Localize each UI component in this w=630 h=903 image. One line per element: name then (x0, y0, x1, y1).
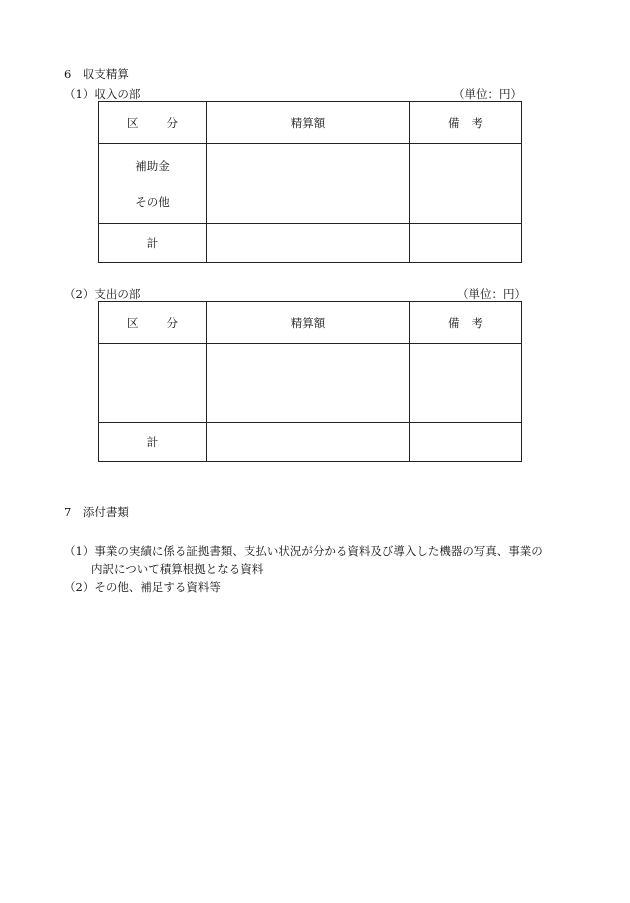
expense-header-amount: 精算額 (207, 302, 410, 344)
header-ku: 区 (127, 115, 139, 130)
attachment-item-1-line2: 内訳について積算根拠となる資料 (91, 562, 264, 576)
expense-remarks-cell[interactable] (410, 344, 522, 423)
income-remarks-cell[interactable] (410, 144, 522, 224)
expense-body-row (99, 344, 522, 423)
income-header-amount: 精算額 (207, 102, 410, 144)
income-header-category (99, 102, 207, 144)
expense-amount-cell[interactable] (207, 344, 410, 423)
income-unit-label: （単位：円） (453, 87, 522, 101)
section-6-title: 6 収支精算 (64, 67, 129, 81)
header-ko: 考 (471, 315, 483, 330)
income-table (98, 101, 522, 263)
header-ko: 考 (471, 115, 483, 130)
income-amount-cell[interactable] (207, 144, 410, 224)
expense-header-category (99, 302, 207, 344)
expense-table (98, 301, 522, 462)
income-total-remarks-cell[interactable] (410, 224, 522, 263)
income-category-cell (99, 144, 207, 224)
expense-header-remarks (410, 302, 522, 344)
income-total-label: 計 (99, 224, 207, 263)
income-total-row (99, 224, 522, 263)
header-ku: 区 (127, 315, 139, 330)
header-bun: 分 (166, 115, 178, 130)
expense-total-row (99, 423, 522, 462)
expense-header-row (99, 302, 522, 344)
income-header-row (99, 102, 522, 144)
header-bun: 分 (166, 315, 178, 330)
expense-total-amount-cell[interactable] (207, 423, 410, 462)
expense-total-label: 計 (99, 423, 207, 462)
income-item-other: その他 (135, 194, 170, 209)
income-total-amount-cell[interactable] (207, 224, 410, 263)
income-item-subsidy: 補助金 (135, 158, 170, 173)
income-subtitle: （1）収入の部 (64, 87, 141, 101)
income-header-remarks (410, 102, 522, 144)
income-body-row (99, 144, 522, 224)
expense-unit-label: （単位：円） (457, 287, 526, 301)
expense-total-remarks-cell[interactable] (410, 423, 522, 462)
expense-subtitle: （2）支出の部 (64, 287, 141, 301)
header-bi: 備 (448, 115, 460, 130)
expense-category-cell[interactable] (99, 344, 207, 423)
header-bi: 備 (448, 315, 460, 330)
section-7-title: 7 添付書類 (64, 505, 129, 519)
attachment-item-1-line1: （1）事業の実績に係る証拠書類、支払い状況が分かる資料及び導入した機器の写真、事業の (64, 544, 543, 558)
attachment-item-2: （2）その他、補足する資料等 (64, 580, 221, 594)
